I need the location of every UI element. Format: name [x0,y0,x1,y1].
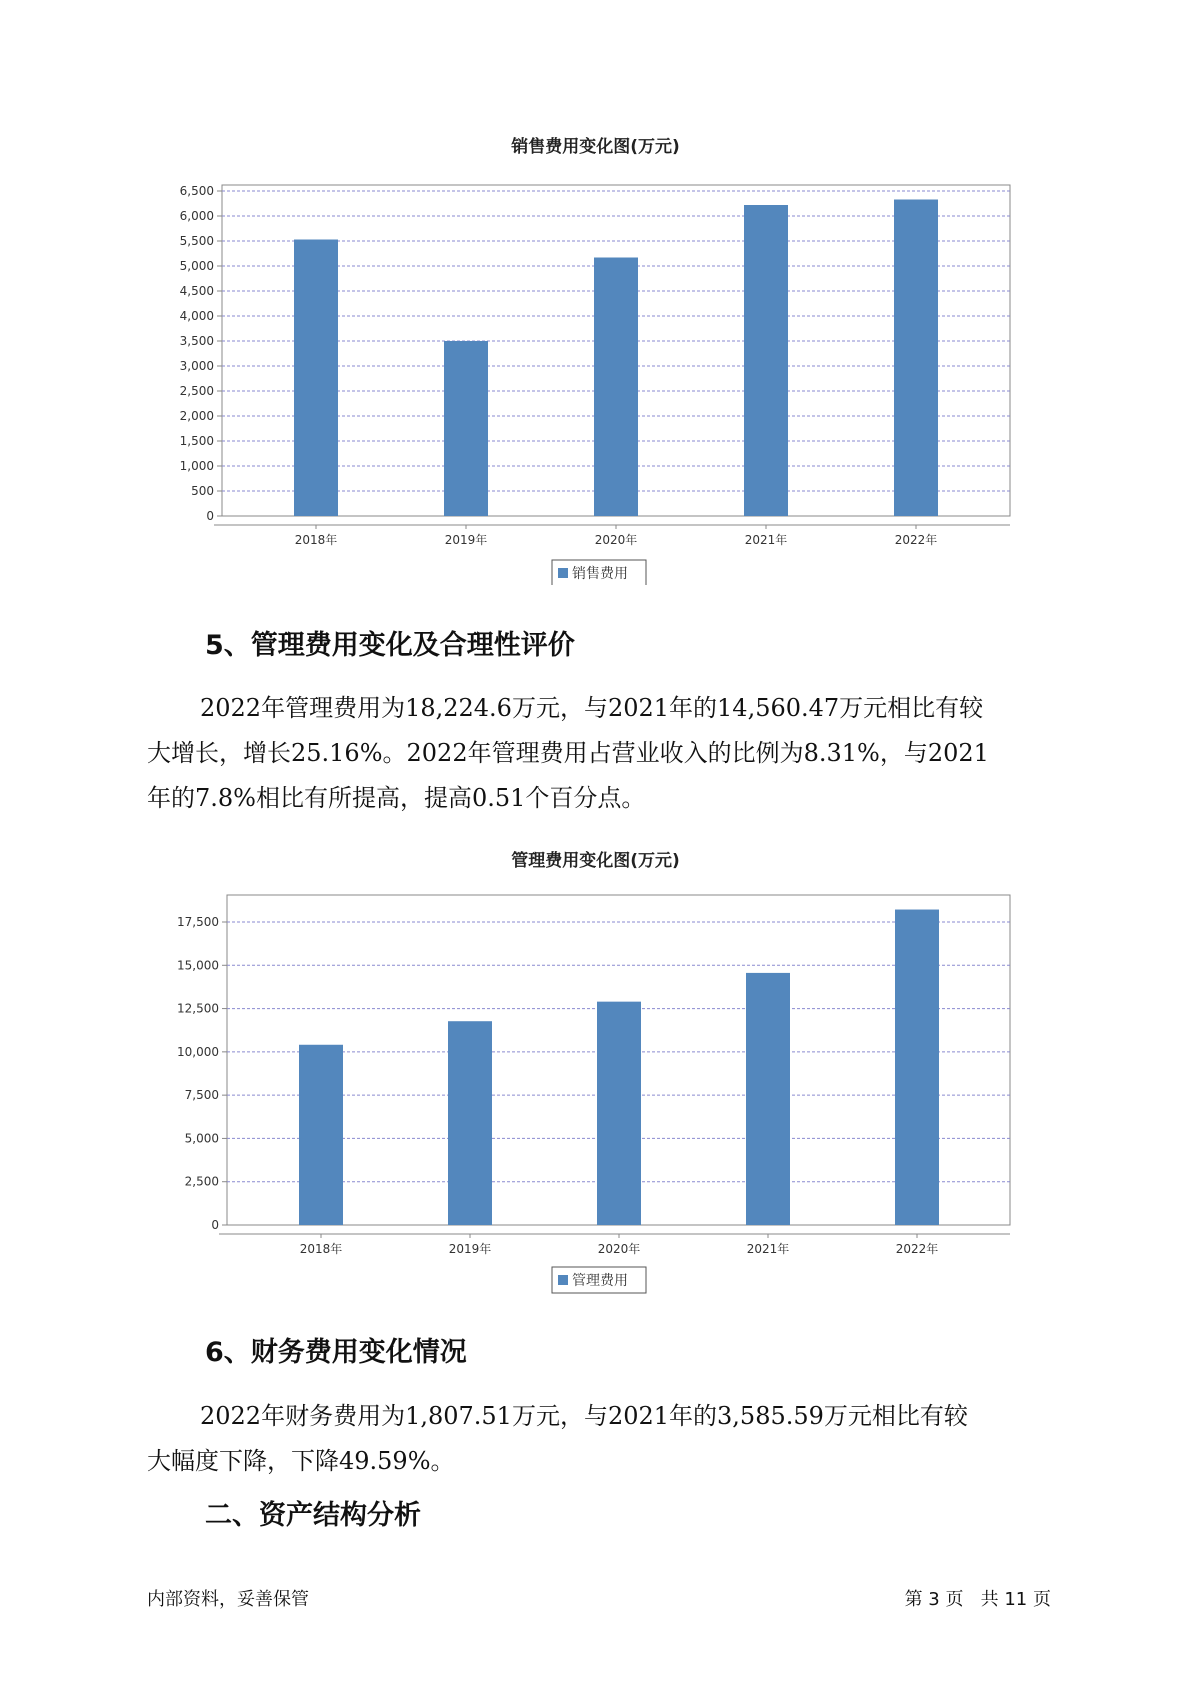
section2-heading: 二、资产结构分析 [205,1500,421,1531]
section5-heading: 5、管理费用变化及合理性评价 [205,630,575,661]
section5-line-3: 年的7.8%相比有所提高，提高0.51个百分点。 [147,784,646,812]
y-tick-label: 3,500 [179,334,214,348]
y-tick-label: 2,500 [184,1174,219,1189]
legend [552,1267,646,1293]
x-tick-label: 2021年 [746,1242,790,1256]
legend [552,560,646,585]
bar-5 [895,910,939,1225]
bar-3 [594,258,638,517]
y-tick-label: 2,000 [179,409,214,423]
chart2-title: 管理费用变化图(万元) [511,851,680,871]
y-tick-label: 1,000 [179,459,214,473]
bar-2 [448,1021,492,1225]
bar-1 [299,1045,343,1225]
x-tick-label: 2018年 [294,533,338,547]
x-tick-label: 2022年 [894,533,938,547]
bar-1 [294,240,338,517]
x-tick-label: 2022年 [895,1242,939,1256]
y-tick-label: 4,500 [179,284,214,298]
bar-2 [444,341,488,516]
y-tick-label: 0 [211,1218,219,1232]
section6-line-2: 大幅度下降，下降49.59%。 [147,1447,455,1475]
section5-line-2: 大增长，增长25.16%。2022年管理费用占营业收入的比例为8.31%，与2021 [147,739,989,767]
y-tick-label: 0 [206,509,214,523]
section6-line-1: 2022年财务费用为1,807.51万元，与2021年的3,585.59万元相比有较 [200,1402,968,1430]
chart1-title: 销售费用变化图(万元) [511,137,680,157]
y-tick-label: 2,500 [179,384,214,398]
y-tick-label: 4,000 [179,309,214,323]
y-tick-label: 6,000 [179,209,214,223]
y-tick-label: 5,000 [179,259,214,273]
section6-heading: 6、财务费用变化情况 [205,1337,467,1368]
x-tick-label: 2020年 [594,533,638,547]
legend-swatch [558,568,568,578]
legend-label: 管理费用 [572,1273,628,1289]
x-tick-label: 2021年 [744,533,788,547]
x-tick-label: 2020年 [597,1242,641,1256]
y-tick-label: 7,500 [184,1088,219,1103]
sales-expense-chart [0,165,1191,585]
y-tick-label: 6,500 [179,184,214,198]
bar-5 [894,200,938,517]
x-tick-label: 2018年 [299,1242,343,1256]
bar-4 [744,205,788,516]
y-tick-label: 5,500 [179,234,214,248]
section5-line-1: 2022年管理费用为18,224.6万元，与2021年的14,560.47万元相比有较 [200,694,984,722]
y-tick-label: 12,500 [177,1001,219,1016]
x-tick-label: 2019年 [444,533,488,547]
y-tick-label: 5,000 [184,1131,219,1146]
footer-confidential-note: 内部资料，妥善保管 [147,1589,309,1610]
y-tick-label: 10,000 [177,1044,219,1059]
x-tick-label: 2019年 [448,1242,492,1256]
y-tick-label: 1,500 [179,434,214,448]
y-tick-label: 17,500 [177,915,219,929]
section5-paragraph [147,686,1067,821]
admin-expense-chart [0,885,1191,1295]
y-tick-label: 3,000 [179,359,214,373]
legend-swatch [558,1275,568,1285]
footer-page-number: 第 3 页 共 11 页 [904,1589,1051,1610]
legend-label: 销售费用 [572,566,628,582]
section6-paragraph [147,1394,1067,1484]
y-tick-label: 500 [191,484,214,498]
y-tick-label: 15,000 [177,958,219,973]
bar-4 [746,973,790,1225]
bar-3 [597,1002,641,1225]
